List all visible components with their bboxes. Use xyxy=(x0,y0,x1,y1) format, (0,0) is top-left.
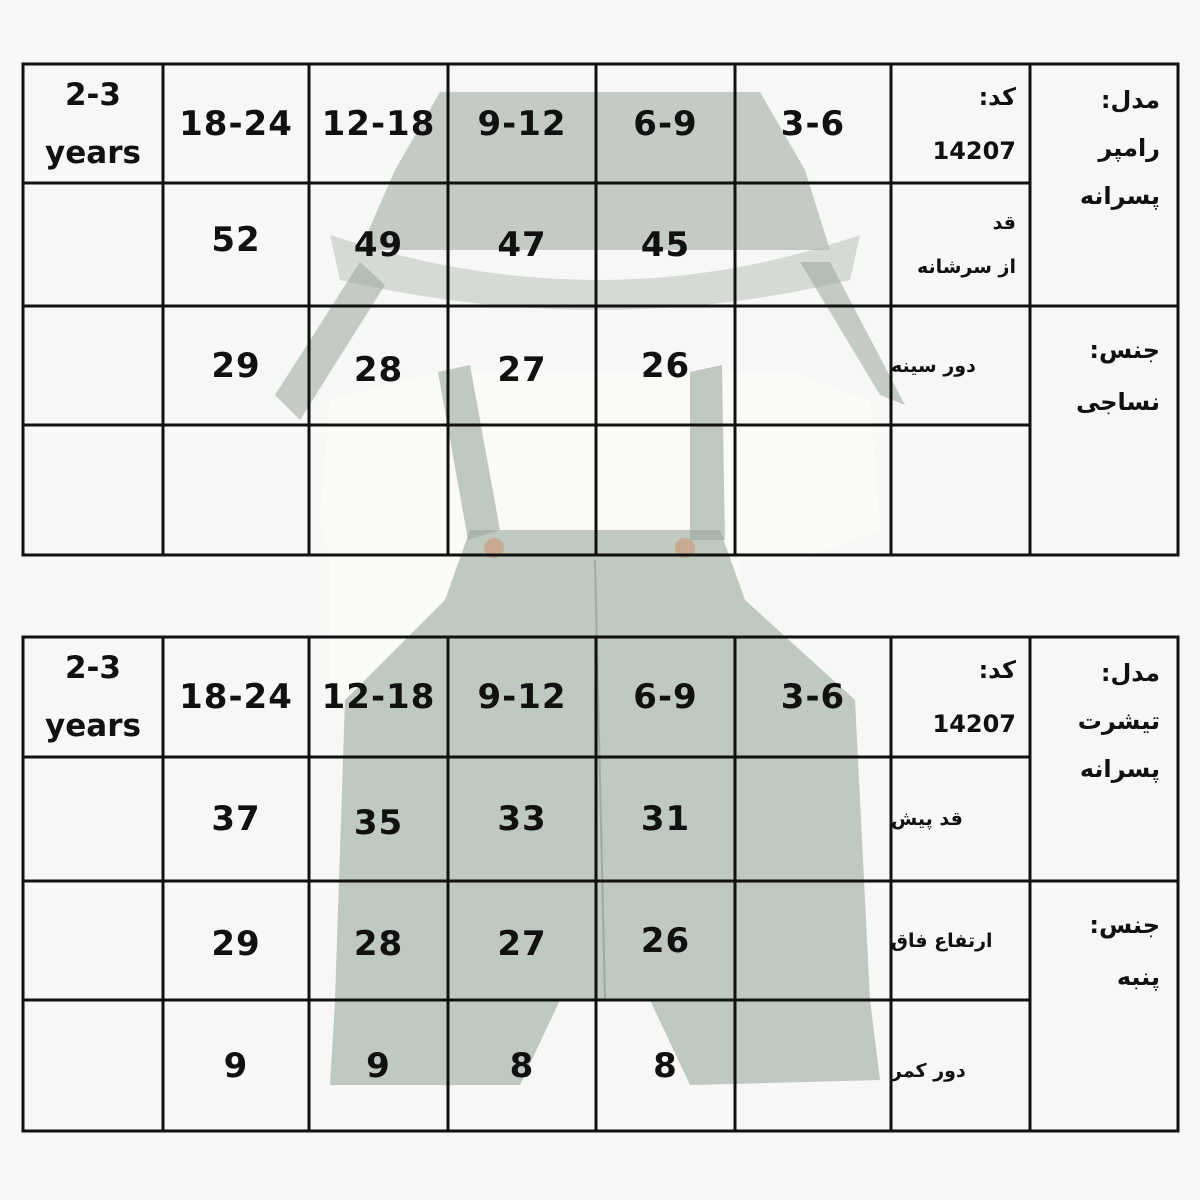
model-name: رامپر xyxy=(1098,134,1160,162)
table-cell: 49 xyxy=(353,224,404,265)
model-gender: پسرانه xyxy=(1079,755,1160,783)
model-gender: پسرانه xyxy=(1079,182,1160,210)
size-header-3-6: 3-6 xyxy=(780,677,846,717)
row-label-height xyxy=(891,183,1030,306)
code-label: کد: xyxy=(978,82,1016,111)
model-label: مدل: xyxy=(1100,86,1160,114)
model-label: مدل: xyxy=(1100,659,1160,687)
size-header-12-18: 12-18 xyxy=(321,103,436,144)
table-cell xyxy=(23,757,163,881)
size-header-18-24: 18-24 xyxy=(179,677,293,717)
table-cell: 8 xyxy=(653,1045,678,1086)
table-cell: 28 xyxy=(353,349,404,390)
row-label-rise: ارتفاع فاق xyxy=(891,929,993,952)
product-code-cell xyxy=(891,637,1030,757)
row-label-chest: دور سینه xyxy=(891,354,976,377)
table-cell: 33 xyxy=(497,799,547,839)
size-header-18-24: 18-24 xyxy=(179,103,293,144)
table-cell: 37 xyxy=(211,799,261,839)
table-cell xyxy=(23,881,163,1000)
table-cell: 9 xyxy=(223,1045,249,1086)
product-code-cell xyxy=(891,64,1030,183)
material-value: نساجی xyxy=(1075,388,1160,416)
material-value: پنبه xyxy=(1116,963,1160,991)
table-cell: 45 xyxy=(640,224,691,265)
table-cell: 9 xyxy=(366,1045,391,1086)
table-cell xyxy=(23,1000,163,1131)
table-cell: 31 xyxy=(640,799,691,839)
size-chart-tshirt xyxy=(0,600,1200,1200)
table-cell: 35 xyxy=(353,803,404,843)
size-header-12-18: 12-18 xyxy=(321,677,436,717)
material-label: جنس: xyxy=(1089,911,1160,939)
table-cell xyxy=(23,306,163,425)
size-header-2-3 xyxy=(23,637,163,757)
model-cell xyxy=(1030,64,1178,306)
table-cell: 26 xyxy=(640,345,691,386)
model-cell xyxy=(1030,637,1178,881)
table-cell: 8 xyxy=(509,1045,535,1086)
table-cell: 52 xyxy=(211,219,261,260)
material-label: جنس: xyxy=(1089,336,1160,364)
code-value: 14207 xyxy=(932,136,1016,165)
model-name: تیشرت xyxy=(1077,707,1160,735)
code-value: 14207 xyxy=(932,710,1016,738)
table-cell: 29 xyxy=(211,923,261,964)
size-label-line2: years xyxy=(45,134,141,171)
size-label-line1: 2-3 xyxy=(64,76,121,113)
size-header-3-6: 3-6 xyxy=(780,103,846,144)
material-cell xyxy=(1030,881,1178,1131)
size-label-line2: years xyxy=(45,708,141,744)
size-label-line1: 2-3 xyxy=(64,650,121,686)
table-cell xyxy=(23,183,163,306)
table-cell: 28 xyxy=(353,923,404,964)
table-cell: 29 xyxy=(211,345,261,386)
material-cell xyxy=(1030,306,1178,555)
table-cell: 27 xyxy=(497,349,547,390)
row-label-line1: قد xyxy=(992,211,1016,234)
size-header-6-9: 6-9 xyxy=(633,103,698,144)
row-label-line2: از سرشانه xyxy=(916,255,1016,278)
row-label-front-length: قد پیش xyxy=(891,808,963,830)
table-cell: 26 xyxy=(640,920,691,961)
table-cell: 27 xyxy=(497,923,547,964)
size-header-2-3 xyxy=(23,64,163,183)
code-label: کد: xyxy=(978,656,1016,684)
size-header-9-12: 9-12 xyxy=(477,677,567,717)
size-header-9-12: 9-12 xyxy=(477,103,567,144)
row-label-waist: دور کمر xyxy=(891,1059,966,1082)
table-cell: 47 xyxy=(497,224,547,265)
size-header-6-9: 6-9 xyxy=(633,677,698,717)
